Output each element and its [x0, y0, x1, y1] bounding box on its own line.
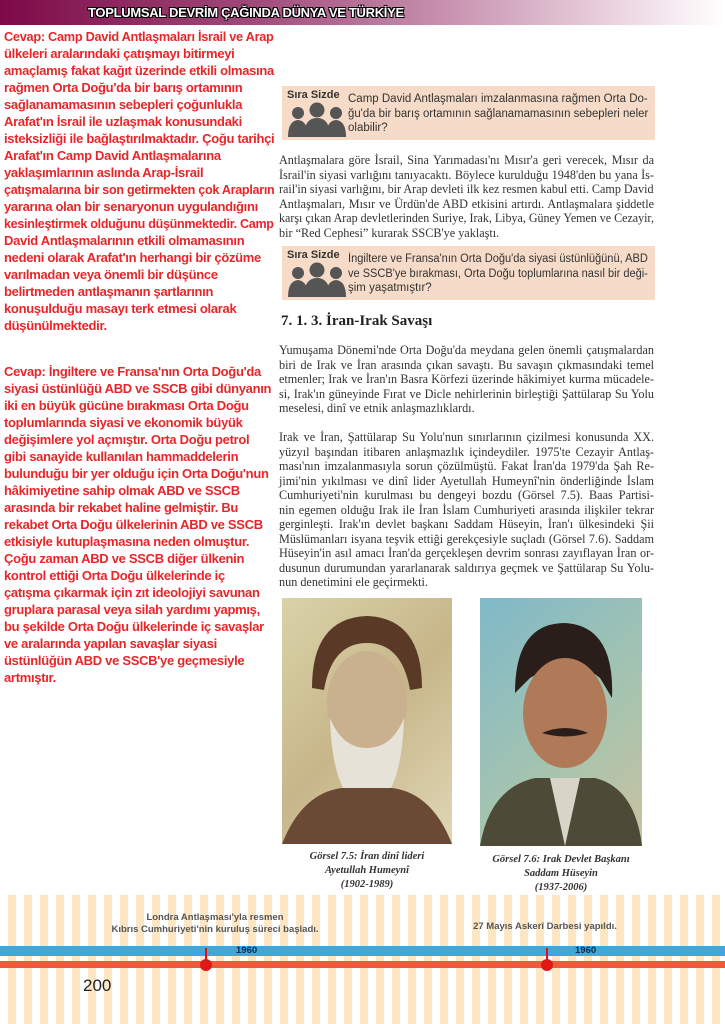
question-line: ve SSCB'ye bırakması, Orta Doğu toplumlarına nasıl bir deği- — [348, 267, 648, 280]
text-line: etmenler; Irak ve İran'ın Basra Körfezi üzerinde hâkimiyet kurma mücadele- — [279, 372, 654, 386]
answer-line: değişimlere yol açmıştır. Orta Doğu petrol — [4, 432, 250, 447]
answer-line: yararına olan bir senaryonun uygulandığını — [4, 199, 258, 214]
question-line: Camp David Antlaşmaları imzalanmasına rağmen Orta Do- — [348, 93, 648, 105]
answer-line: kesinleştirmek olduğunu düşünmektedir. Camp — [4, 216, 274, 231]
caption-line: (1902-1989) — [340, 879, 394, 890]
text-line: Müslümanları isyana teşvik ettiği gerekçesiyle suçladı (Görsel 7.6). Saddam — [279, 531, 654, 546]
text-line: Antlaşmaları, Mısır ve Ürdün'de ABD etkisini artırdı. Antlaşmalara şiddetle — [279, 196, 654, 211]
answer-line: Arafat'ın Camp David Antlaşmalarına — [4, 148, 221, 163]
answer-2 — [4, 363, 274, 686]
timeline-red-bar — [0, 961, 725, 968]
timeline-year: 1960 — [236, 945, 258, 956]
answer-line: Arafat'ın İsrail ile uzlaşmak konusundaki — [4, 114, 242, 129]
answer-line: toplumlarında siyasi ve ekonomik büyük — [4, 415, 243, 430]
text-line: meselesi, dinî ve etnik anlaşmazlıklardı. — [279, 401, 475, 415]
answer-line: konuşulduğu masayı terk etmesi olarak — [4, 301, 237, 316]
section-title: 7. 1. 3. İran-Irak Savaşı — [281, 313, 433, 329]
answer-line: gruplara parasal veya silah yardımı yapmış, — [4, 602, 260, 617]
text-line: İsrail'in siyasi varlığını tanıyacaktı. Böylece kurulduğu 1948'den bu yana İs- — [279, 167, 654, 182]
text-line: Irak ve İran, Şattülarap Su Yolu'nun sınırlarının çizilmesi konusunda XX. — [279, 430, 654, 444]
answer-line: rağmen Orta Doğu'da bir barış ortamının — [4, 80, 243, 95]
question-line: olabilir? — [348, 122, 388, 134]
text-line: Yumuşama Dönemi'nde Orta Doğu'da meydana gelen önemli çatışmalardan — [279, 343, 654, 357]
answer-line: üstünlüğün ABD ve SSCB'ye geçmesiyle — [4, 653, 245, 668]
question-line: İngiltere ve Fransa'nın Orta Doğu'da siyasi üstünlüğünü, ABD — [348, 253, 648, 265]
text-line: nin egemen olduğu Irak ile İran İslam Cumhuriyeti arasında ilişkiler tekrar — [279, 502, 654, 517]
question-line: şim yaşatmıştır? — [348, 282, 432, 294]
timeline-event-label — [455, 921, 635, 933]
caption-line: Görsel 7.6: Irak Devlet Başkanı — [492, 854, 630, 865]
timeline-dot — [200, 959, 212, 971]
answer-line: amaçlamış fakat kağıt üzerinde etkili olmasına — [4, 63, 274, 78]
caption-line: Saddam Hüseyin — [524, 868, 598, 879]
chapter-title: TOPLUMSAL DEVRİM ÇAĞINDA DÜNYA VE TÜRKİYE — [88, 5, 404, 20]
sira-sizde-label: Sıra Sizde — [287, 89, 340, 101]
sira-sizde-box-2 — [282, 246, 655, 300]
people-icon — [286, 261, 348, 297]
answer-line: varılmadan veya önemli bir düşünce — [4, 267, 218, 282]
text-line: Cumhuriyeti'nin kurulması bu dengeyi bozdu (Görsel 7.5). Baas Partisi- — [279, 488, 654, 502]
paragraph-camp-david — [279, 153, 654, 240]
sira-sizde-box-1 — [282, 86, 655, 140]
answer-line: nedeni olarak Arafat'ın herhangi bir çözüme — [4, 250, 261, 265]
answer-line: düşünülmektedir. — [4, 318, 107, 333]
text-line: rail'in siyasi varlığını, bir Arap devleti ilk kez resmen kabul etti. Camp David — [279, 182, 654, 196]
people-icon — [286, 101, 348, 137]
answer-line: bu şekilde Orta Doğu ülkelerinde iç savaşlar — [4, 619, 264, 634]
answer-line: Cevap: İngiltere ve Fransa'nın Orta Doğu'da — [4, 364, 261, 379]
timeline-event-label — [95, 912, 335, 936]
text-line: si, Irak'ın güneyinde Fırat ve Dicle nehirlerinin birleştiği Şattülarap Su Yolu — [279, 386, 654, 401]
paragraph-iran-irak-1 — [279, 343, 654, 416]
answer-line: David Antlaşmalarının etkili olmamasının — [4, 233, 245, 248]
answer-line: rekabet Orta Doğu ülkelerinin ABD ve SSCB — [4, 517, 263, 532]
photo-humeyni — [282, 598, 452, 844]
event-line: 27 Mayıs Askerî Darbesi yapıldı. — [473, 921, 617, 932]
answer-line: yaklaşımlarının aslında Arap-İsrail — [4, 165, 204, 180]
timeline-year: 1960 — [575, 945, 597, 956]
text-line: biri de Irak ve İran arasında çıkan savaştı. Bu savaşın çıkmasındaki temel — [279, 357, 654, 372]
answer-line: ülkeleri aralarındaki çatışmayı bitirmeyi — [4, 46, 235, 61]
sira-sizde-question — [348, 252, 648, 296]
event-line: Londra Antlaşması'yla resmen — [146, 912, 284, 923]
answer-line: kontrol ettiği Orta Doğu ülkelerinde iç — [4, 568, 225, 583]
chapter-header — [0, 0, 725, 25]
text-line: nun denetimini ele geçirmekti. — [279, 575, 428, 589]
answer-line: ve aralarında yapılan savaşlar siyasi — [4, 636, 217, 651]
answer-line: etkisiyle kutuplaşmasına neden olmuştur. — [4, 534, 250, 549]
event-line: Kıbrıs Cumhuriyeti'nin kuruluş süreci başladı. — [111, 924, 319, 935]
answer-line: bulunduğu bir yer olduğu için Orta Doğu'nun — [4, 466, 269, 481]
answer-line: çatışmalarına bir son getirmekten çok Arapların — [4, 182, 275, 197]
text-line: jimi'nin yıkılması ve dinî lider Ayetullah Humeynî'nin önderliğinde İslam — [279, 473, 654, 488]
timeline-dot — [541, 959, 553, 971]
sira-sizde-label: Sıra Sizde — [287, 249, 340, 261]
answer-line: Çoğu zaman ABD ve SSCB diğer ülkenin — [4, 551, 245, 566]
text-line: Antlaşmalara göre İsrail, Sina Yarımadası'nı Mısır'a geri verecek, Mısır da — [279, 153, 654, 167]
text-line: Hüseyin'in asıl amacı İran'da gerçekleşen devrim sonrası zayıflayan İran or- — [279, 546, 654, 560]
answer-line: isteksizliği ile bağlaştırılmaktadır. Çoğu tarihçi — [4, 131, 275, 146]
caption-line: Ayetullah Humeynî — [324, 865, 410, 876]
caption-photo-7-6 — [470, 853, 652, 895]
answer-1 — [4, 28, 274, 334]
text-line: bir “Red Cephesi” kurarak SSCB'ye yaklaştı. — [279, 225, 500, 240]
text-line: karşı çıkan Arap devletlerinden Suriye, Irak, Libya, Güney Yemen ve Cezayir, — [279, 211, 654, 225]
answer-line: gibi sanayide kullanılan hammaddelerin — [4, 449, 239, 464]
answer-line: çatışma çıkarmak için zıt ideolojiyi savunan — [4, 585, 260, 600]
question-line: ğu'da bir barış ortamının sağlanamamasının sebepleri neler — [348, 107, 649, 120]
text-line: yüzyıl başından itibaren anlaşmazlık içindeydiler. 1975'te Cezayir Antlaş- — [279, 444, 654, 459]
timeline-blue-bar — [0, 946, 725, 956]
caption-photo-7-5 — [282, 850, 452, 892]
answer-line: siyasi üstünlüğü ABD ve SSCB gibi dünyanın — [4, 381, 272, 396]
answer-line: iki en büyük gücüne bırakması Orta Doğu — [4, 398, 249, 413]
photo-saddam — [480, 598, 642, 846]
answer-line: arasında bir rekabet haline gelmiştir. Bu — [4, 500, 239, 515]
paragraph-iran-irak-2 — [279, 430, 654, 590]
text-line: ması'nın imzalanmasıyla sorun çözülmüştü. Fakat İran'da 1979'da Şah Re- — [279, 459, 654, 473]
answer-line: sağlanamamasının sebepleri çoğunlukla — [4, 97, 243, 112]
sira-sizde-question — [348, 92, 648, 136]
caption-line: Görsel 7.5: İran dinî lideri — [309, 851, 425, 862]
answer-line: Cevap: Camp David Antlaşmaları İsrail ve Arap — [4, 29, 274, 44]
answer-line: artmıştır. — [4, 670, 56, 685]
page-number: 200 — [83, 976, 112, 995]
text-line: gerginleşti. Irak'ın devlet başkanı Saddam Hüseyin, İran'ı ülkesindeki Şii — [279, 517, 654, 531]
caption-line: (1937-2006) — [534, 882, 588, 893]
answer-line: belirtmeden antlaşmanın şartlarının — [4, 284, 214, 299]
answer-line: hâkimiyetine sahip olmak ABD ve SSCB — [4, 483, 240, 498]
text-line: dusunun durumundan yararlanarak saldırıya geçmek ve Şattülarap Su Yolu- — [279, 560, 654, 575]
